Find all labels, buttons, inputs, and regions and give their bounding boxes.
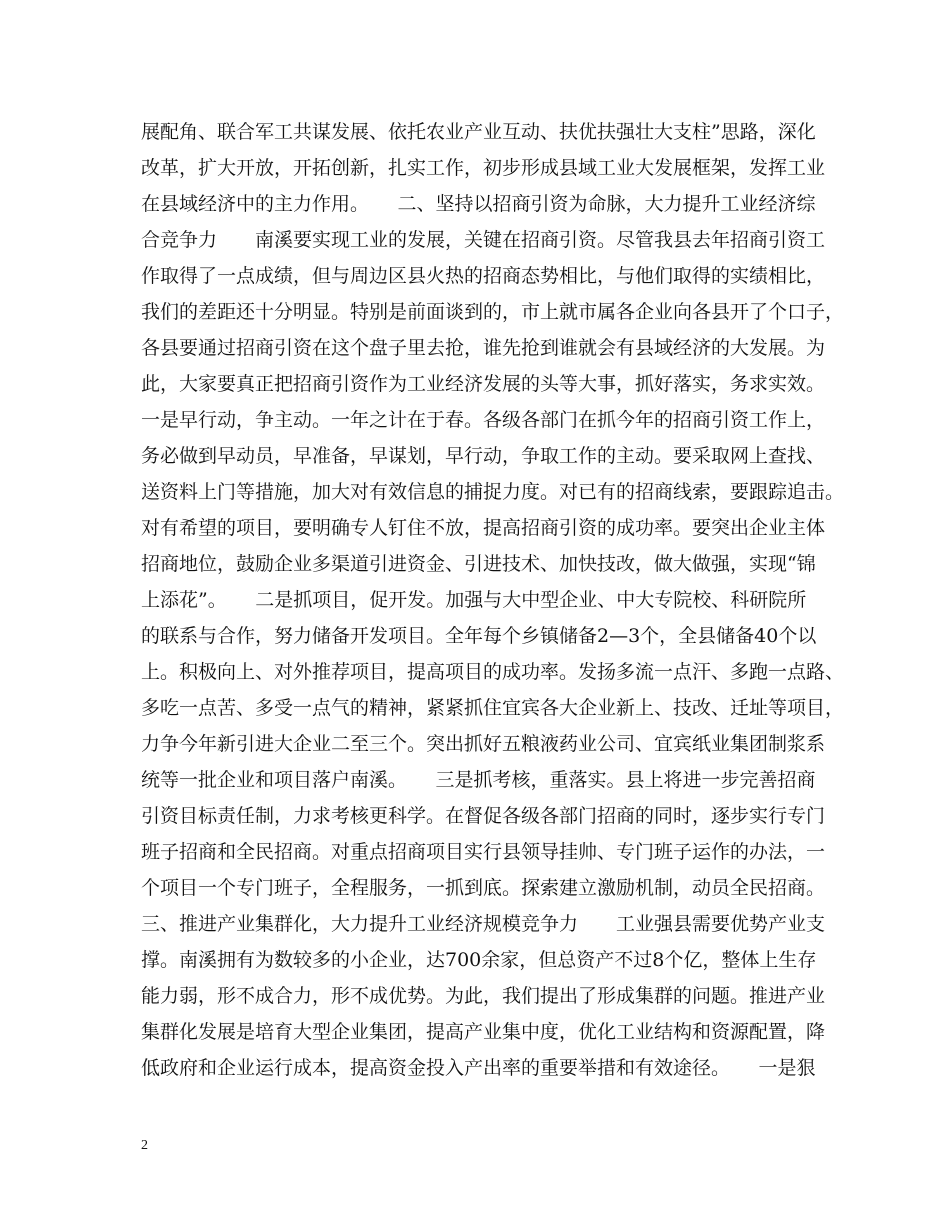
page-number: 2: [141, 1138, 148, 1153]
text-line: 一是早行动，争主动。一年之计在于春。各级各部门在抓今年的招商引资工作上，: [141, 409, 826, 431]
text-line: 多吃一点苦、多受一点气的精神，紧紧抓住宜宾各大企业新上、技改、迁址等项目，: [141, 697, 845, 719]
text-line: 的联系与合作，努力储备开发项目。全年每个乡镇储备2—3个，全县储备40个以: [141, 625, 817, 647]
text-line: 合竞争力 南溪要实现工业的发展，关键在招商引资。尽管我县去年招商引资工: [141, 229, 826, 251]
text-line: 能力弱，形不成合力，形不成优势。为此，我们提出了形成集群的问题。推进产业: [141, 985, 826, 1007]
text-line: 在县域经济中的主力作用。 二、坚持以招商引资为命脉，大力提升工业经济综: [141, 193, 816, 215]
text-line: 班子招商和全民招商。对重点招商项目实行县领导挂帅、专门班子运作的办法，一: [141, 841, 826, 863]
text-line: 此，大家要真正把招商引资作为工业经济发展的头等大事，抓好落实，务求实效。: [141, 373, 826, 395]
text-line: 对有希望的项目，要明确专人钉住不放，提高招商引资的成功率。要突出企业主体: [141, 517, 826, 539]
text-line: 三、推进产业集群化，大力提升工业经济规模竞争力 工业强县需要优势产业支: [141, 913, 826, 935]
body-text: [141, 114, 845, 1086]
text-line: 个项目一个专门班子，全程服务，一抓到底。探索建立激励机制，动员全民招商。: [141, 877, 826, 899]
text-line: 低政府和企业运行成本，提高资金投入产出率的重要举措和有效途径。 一是狠: [141, 1057, 816, 1079]
text-line: 改革，扩大开放，开拓创新，扎实工作，初步形成县域工业大发展框架，发挥工业: [141, 157, 826, 179]
text-line: 我们的差距还十分明显。特别是前面谈到的，市上就市属各企业向各县开了个口子，: [141, 301, 845, 323]
text-line: 撑。南溪拥有为数较多的小企业，达700余家，但总资产不过8个亿，整体上生存: [141, 949, 817, 971]
text-line: 务必做到早动员，早准备，早谋划，早行动，争取工作的主动。要采取网上查找、: [141, 445, 826, 467]
text-line: 作取得了一点成绩，但与周边区县火热的招商态势相比，与他们取得的实绩相比，: [141, 265, 826, 287]
text-line: 招商地位，鼓励企业多渠道引进资金、引进技术、加快技改，做大做强，实现“锦: [141, 553, 816, 575]
text-line: 统等一批企业和项目落户南溪。 三是抓考核，重落实。县上将进一步完善招商: [141, 769, 816, 791]
text-line: 上添花”。 二是抓项目，促开发。加强与大中型企业、中大专院校、科研院所: [141, 589, 807, 611]
text-line: 集群化发展是培育大型企业集团，提高产业集中度，优化工业结构和资源配置，降: [141, 1021, 826, 1043]
text-line: 引资目标责任制，力求考核更科学。在督促各级各部门招商的同时，逐步实行专门: [141, 805, 826, 827]
text-line: 各县要通过招商引资在这个盘子里去抢，谁先抢到谁就会有县域经济的大发展。为: [141, 337, 826, 359]
text-line: 力争今年新引进大企业二至三个。突出抓好五粮液药业公司、宜宾纸业集团制浆系: [141, 733, 826, 755]
text-line: 送资料上门等措施，加大对有效信息的捕捉力度。对已有的招商线索，要跟踪追击。: [141, 481, 845, 503]
text-line: 上。积极向上、对外推荐项目，提高项目的成功率。发扬多流一点汗、多跑一点路、: [141, 661, 845, 683]
text-line: 展配角、联合军工共谋发展、依托农业产业互动、扶优扶强壮大支柱”思路，深化: [141, 121, 816, 143]
